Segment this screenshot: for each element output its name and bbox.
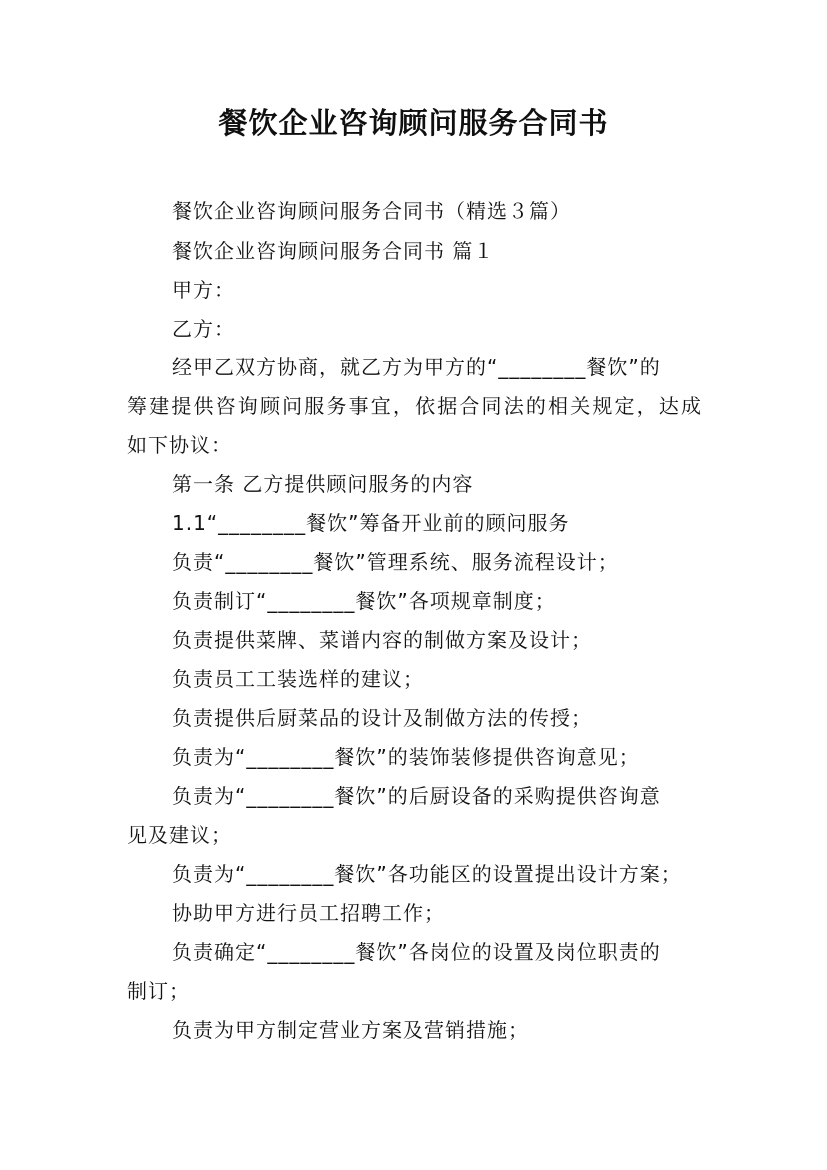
list-item: 负责确定“________餐饮”各岗位的设置及岗位职责的	[172, 940, 661, 964]
article-heading: 第一条 乙方提供顾问服务的内容	[172, 472, 474, 496]
list-item: 负责员工工装选样的建议；	[172, 667, 424, 691]
paragraph-line: 筹建提供咨询顾问服务事宜，依据合同法的相关规定，达成	[127, 394, 702, 418]
list-item: 负责为甲方制定营业方案及营销措施；	[172, 1018, 529, 1042]
party-b-label: 乙方：	[172, 317, 235, 341]
paragraph-line: 经甲乙双方协商，就乙方为甲方的“________餐饮”的	[172, 355, 661, 379]
list-item: 负责制订“________餐饮”各项规章制度；	[172, 589, 556, 613]
subtitle-line: 餐饮企业咨询顾问服务合同书（精选３篇）	[172, 199, 571, 223]
list-item-continuation: 制订；	[127, 979, 190, 1003]
list-item-continuation: 见及建议；	[127, 823, 232, 847]
paragraph-line: 如下协议：	[127, 433, 232, 457]
list-item: 负责为“________餐饮”的后厨设备的采购提供咨询意	[172, 784, 661, 808]
party-a-label: 甲方：	[172, 278, 235, 302]
section-heading: 餐饮企业咨询顾问服务合同书 篇１	[172, 239, 495, 263]
list-item: 负责提供后厨菜品的设计及制做方法的传授；	[172, 706, 592, 730]
list-item: 负责为“________餐饮”的装饰装修提供咨询意见；	[172, 745, 640, 769]
clause-heading: 1.1“________餐饮”筹备开业前的顾问服务	[172, 511, 570, 535]
list-item: 负责为“________餐饮”各功能区的设置提出设计方案；	[172, 862, 682, 886]
document-title: 餐饮企业咨询顾问服务合同书	[218, 106, 609, 140]
list-item: 协助甲方进行员工招聘工作；	[172, 901, 445, 925]
list-item: 负责“________餐饮”管理系统、服务流程设计；	[172, 550, 619, 574]
list-item: 负责提供菜牌、菜谱内容的制做方案及设计；	[172, 628, 592, 652]
